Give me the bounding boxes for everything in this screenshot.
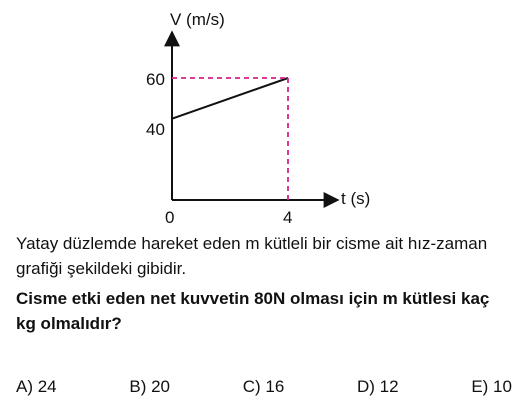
x-tick-label-0: 0: [165, 208, 175, 227]
option-d[interactable]: D) 12: [357, 377, 399, 396]
answer-options: [16, 374, 512, 400]
option-a[interactable]: A) 24: [16, 377, 57, 396]
y-tick-label-40: 40: [146, 120, 165, 139]
question-text: Yatay düzlemde hareket eden m kütleli bir cisme ait hız-zaman grafiği şekildeki gibidir.: [16, 234, 488, 278]
y-tick-label-60: 60: [146, 70, 165, 89]
y-axis-label: V (m/s): [170, 10, 225, 29]
x-tick-label-4: 4: [283, 208, 293, 227]
option-b[interactable]: B) 20: [129, 377, 170, 396]
x-axis-label: t (s): [341, 189, 371, 208]
velocity-time-line: [172, 78, 288, 119]
question-prompt: Cisme etki eden net kuvvetin 80N olması için m kütlesi kaç kg olmalıdır?: [16, 289, 490, 333]
option-c[interactable]: C) 16: [242, 377, 285, 396]
option-e[interactable]: E) 10: [471, 377, 512, 396]
